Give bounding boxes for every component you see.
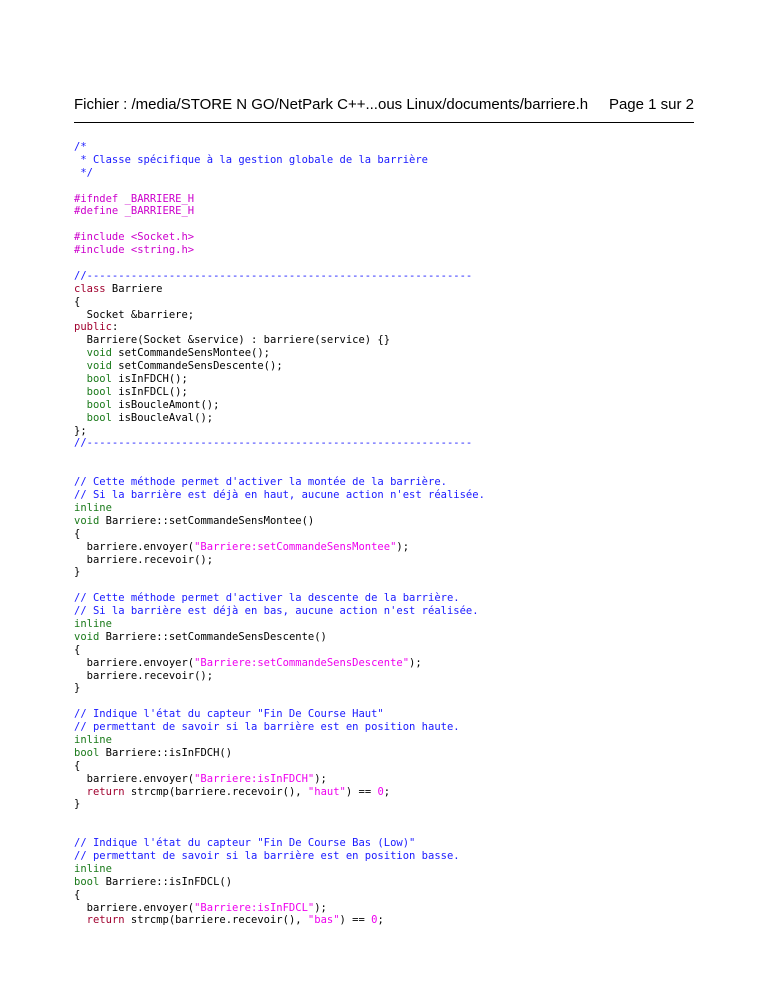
code-comment: // Cette méthode permet d'activer la descente de la barrière. [74, 592, 460, 605]
code-type: bool [86, 411, 112, 424]
code-type: void [86, 360, 112, 373]
code-line [74, 463, 714, 476]
code-line [74, 837, 714, 850]
code-line [74, 141, 714, 154]
code-text [74, 399, 87, 411]
code-line [74, 257, 714, 270]
code-line [74, 309, 714, 322]
code-text [74, 347, 87, 359]
code-line [74, 283, 714, 296]
code-text: Barriere::setCommandeSensMontee() [99, 514, 315, 527]
code-line [74, 360, 714, 373]
code-line [74, 734, 714, 747]
page-number: Page 1 sur 2 [608, 96, 694, 113]
string-literal: "haut" [307, 785, 346, 798]
code-text: barriere.envoyer( [74, 656, 195, 669]
code-text: { [74, 888, 81, 901]
code-comment: */ [74, 166, 93, 179]
code-line [74, 579, 714, 592]
code-type: bool [86, 373, 112, 386]
code-line [74, 502, 714, 515]
code-line [74, 373, 714, 386]
code-text: } [74, 682, 81, 695]
code-line [74, 334, 714, 347]
code-line [74, 618, 714, 631]
code-text: Barriere::setCommandeSensDescente() [99, 630, 327, 643]
code-line [74, 554, 714, 567]
code-comment: // Si la barrière est déjà en bas, aucune action n'est réalisée. [74, 605, 479, 618]
code-line [74, 566, 714, 579]
code-line [74, 773, 714, 786]
code-line [74, 605, 714, 618]
code-keyword: class [74, 282, 106, 295]
code-comment: // permettant de savoir si la barrière est en position basse. [74, 849, 460, 862]
code-text [74, 786, 87, 798]
code-text: Socket &barriere; [74, 308, 195, 321]
code-text: { [74, 759, 81, 772]
code-text: { [74, 527, 81, 540]
code-line [74, 695, 714, 708]
code-text [74, 412, 87, 424]
file-path: Fichier : /media/STORE N GO/NetPark C++...ous Linux/documents/barriere.h [74, 96, 589, 113]
string-literal: 0 [377, 785, 384, 798]
code-comment: //------------------------------------------------------------- [74, 437, 473, 450]
code-line [74, 644, 714, 657]
code-text: ; [383, 785, 391, 798]
code-comment: // Indique l'état du capteur "Fin De Course Haut" [74, 708, 384, 721]
code-line [74, 863, 714, 876]
code-text [74, 386, 87, 398]
code-text: barriere.envoyer( [74, 772, 195, 785]
code-line [74, 850, 714, 863]
code-text: } [74, 798, 81, 811]
code-comment: // Cette méthode permet d'activer la montée de la barrière. [74, 476, 447, 489]
code-text: ); [314, 901, 327, 914]
code-line [74, 889, 714, 902]
code-text: strcmp(barriere.recevoir(), [124, 914, 308, 927]
code-text [74, 373, 87, 385]
code-line [74, 760, 714, 773]
code-text: Barriere [105, 282, 163, 295]
string-literal: "Barriere:isInFDCL" [194, 901, 315, 914]
code-comment: //------------------------------------------------------------- [74, 269, 473, 282]
code-line [74, 218, 714, 231]
code-text [74, 360, 87, 372]
code-line [74, 386, 714, 399]
code-line [74, 437, 714, 450]
code-text: ) == [345, 785, 378, 798]
code-line [74, 708, 714, 721]
code-type: bool [74, 746, 100, 759]
code-type: bool [86, 385, 112, 398]
code-text [74, 914, 87, 926]
code-text: } [74, 566, 81, 579]
code-line [74, 167, 714, 180]
code-text: barriere.envoyer( [74, 901, 195, 914]
code-line [74, 476, 714, 489]
code-line [74, 399, 714, 412]
code-text: ; [377, 914, 384, 927]
code-keyword: public [74, 321, 112, 334]
code-keyword: return [86, 914, 125, 927]
code-line [74, 412, 714, 425]
preprocessor-directive: #include <Socket.h> [74, 231, 195, 244]
code-line [74, 902, 714, 915]
code-line [74, 425, 714, 438]
code-line [74, 321, 714, 334]
code-type: inline [74, 501, 112, 514]
code-text: barriere.recevoir(); [74, 669, 214, 682]
code-text: barriere.envoyer( [74, 540, 195, 553]
code-listing [74, 141, 714, 927]
code-comment: * Classe spécifique à la gestion globale de la barrière [74, 153, 429, 166]
code-line [74, 450, 714, 463]
code-keyword: return [86, 785, 125, 798]
string-literal: "Barriere:isInFDCH" [194, 772, 315, 785]
string-literal: "Barriere:setCommandeSensDescente" [194, 656, 410, 669]
code-type: inline [74, 617, 112, 630]
code-text: Barriere::isInFDCH() [99, 746, 233, 759]
code-line [74, 154, 714, 167]
code-text: ) == [339, 914, 372, 927]
code-text: setCommandeSensMontee(); [111, 347, 270, 360]
code-line [74, 347, 714, 360]
code-line [74, 811, 714, 824]
code-text: Barriere::isInFDCL() [99, 875, 233, 888]
code-line [74, 670, 714, 683]
code-type: bool [74, 875, 100, 888]
string-literal: 0 [371, 914, 378, 927]
code-text: ); [409, 656, 422, 669]
code-line [74, 786, 714, 799]
code-text: ); [396, 540, 410, 553]
preprocessor-directive: #define _BARRIERE_H [74, 205, 195, 218]
code-type: void [86, 347, 112, 360]
code-text: isInFDCL(); [111, 385, 188, 398]
preprocessor-directive: #ifndef _BARRIERE_H [74, 192, 195, 205]
code-text: strcmp(barriere.recevoir(), [124, 785, 308, 798]
code-line [74, 296, 714, 309]
code-type: inline [74, 862, 112, 875]
code-line [74, 657, 714, 670]
code-line [74, 721, 714, 734]
code-line [74, 876, 714, 889]
code-line [74, 541, 714, 554]
string-literal: "bas" [307, 914, 340, 927]
code-line [74, 592, 714, 605]
code-line [74, 798, 714, 811]
code-text: { [74, 643, 81, 656]
code-comment: // permettant de savoir si la barrière est en position haute. [74, 721, 460, 734]
string-literal: "Barriere:setCommandeSensMontee" [194, 540, 397, 553]
code-line [74, 244, 714, 257]
code-line [74, 489, 714, 502]
code-type: void [74, 514, 100, 527]
code-line [74, 631, 714, 644]
code-line [74, 528, 714, 541]
code-text: barriere.recevoir(); [74, 553, 214, 566]
code-line [74, 747, 714, 760]
code-comment: // Si la barrière est déjà en haut, aucune action n'est réalisée. [74, 489, 485, 502]
code-text: { [74, 295, 81, 308]
code-comment: // Indique l'état du capteur "Fin De Course Bas (Low)" [74, 837, 416, 850]
page-header [74, 96, 694, 116]
code-text: isBoucleAmont(); [111, 398, 220, 411]
code-line [74, 515, 714, 528]
code-line [74, 270, 714, 283]
code-text: isBoucleAval(); [111, 411, 214, 424]
code-text: isInFDCH(); [111, 373, 188, 386]
code-line [74, 914, 714, 927]
code-line [74, 231, 714, 244]
code-type: void [74, 630, 100, 643]
code-text: }; [74, 424, 87, 437]
code-type: inline [74, 733, 112, 746]
code-line [74, 682, 714, 695]
code-type: bool [86, 398, 112, 411]
code-text: setCommandeSensDescente(); [111, 360, 283, 373]
code-text: Barriere(Socket &service) : barriere(service) {} [74, 334, 391, 347]
code-text: ); [314, 772, 327, 785]
code-line [74, 205, 714, 218]
preprocessor-directive: #include <string.h> [74, 244, 195, 257]
code-comment: /* [74, 141, 87, 153]
header-rule [74, 122, 694, 123]
code-line [74, 180, 714, 193]
code-line [74, 193, 714, 206]
code-text: : [111, 321, 119, 334]
code-line [74, 824, 714, 837]
